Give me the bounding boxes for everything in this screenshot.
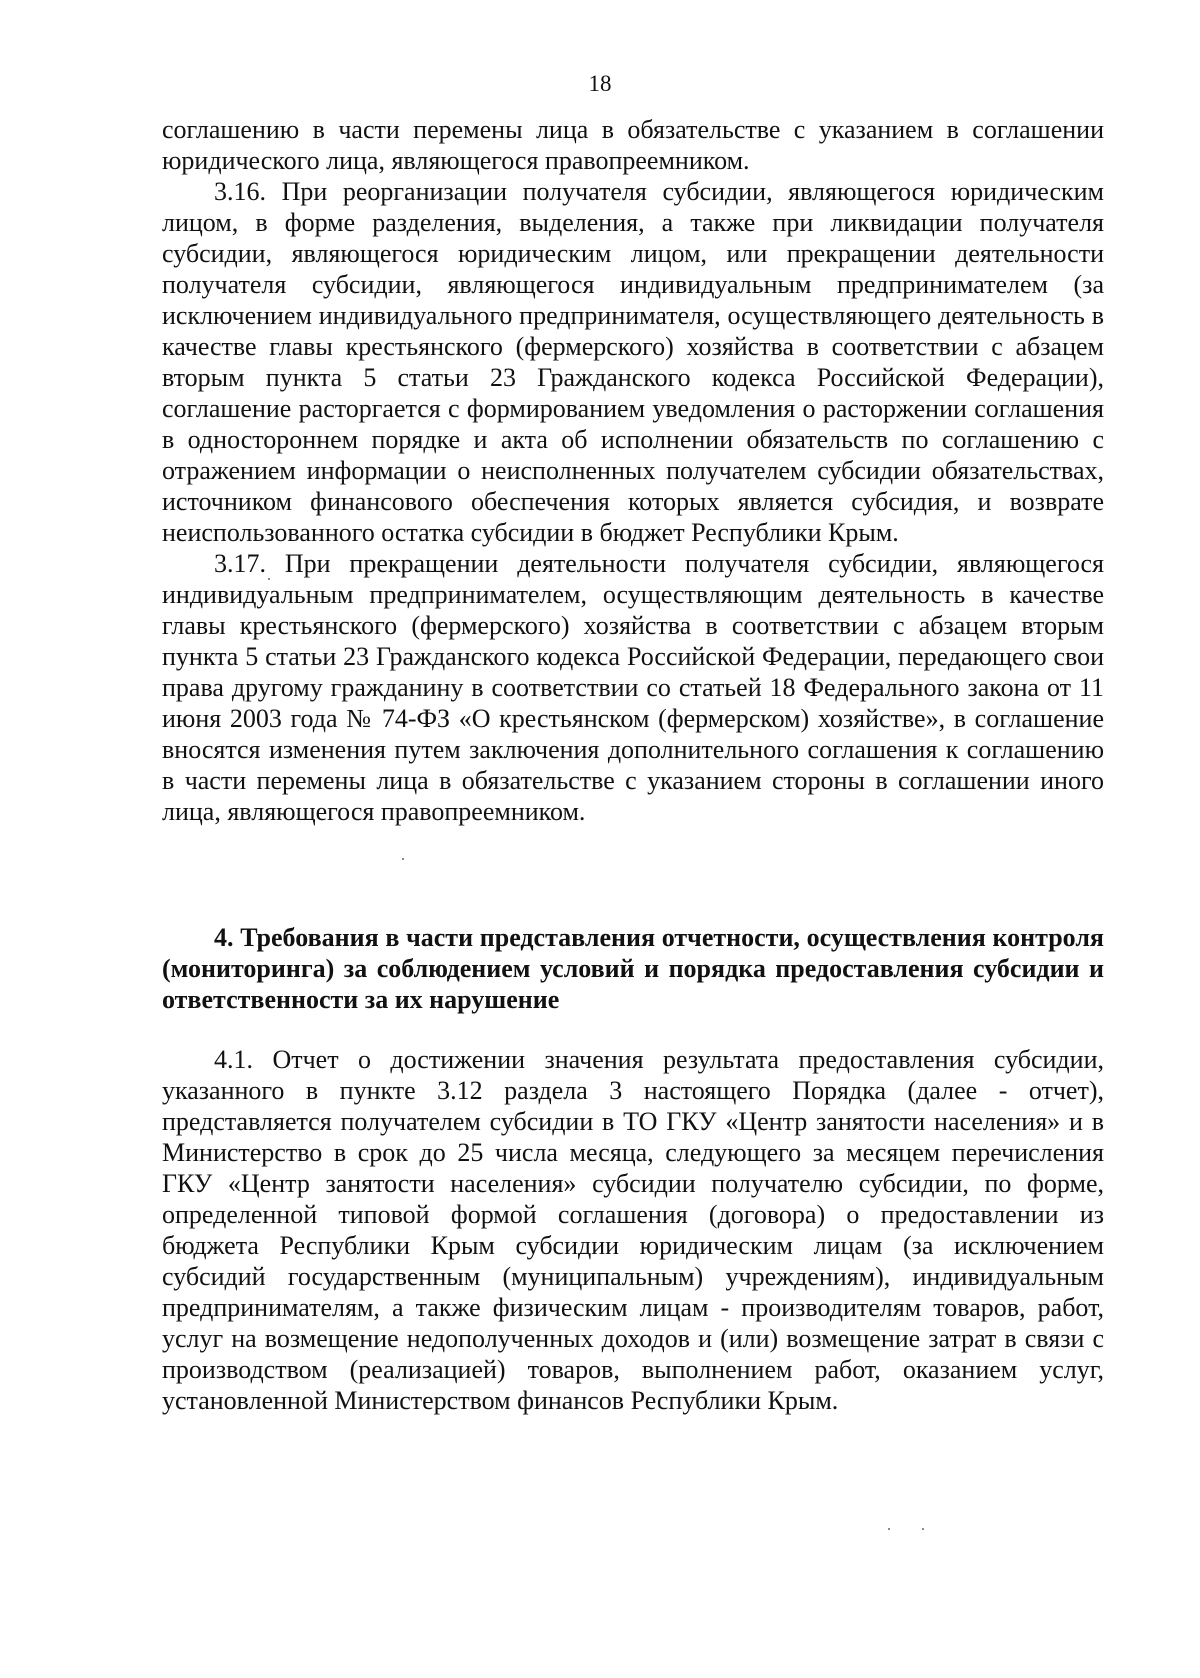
scan-speck bbox=[922, 1528, 924, 1530]
upper-text-block bbox=[162, 114, 1104, 827]
page-number: 18 bbox=[588, 71, 612, 96]
paragraph-3-16: 3.16. При реорганизации получателя субсидии, являющегося юридическим лицом, в форме разделения, выделения, а также при ликвидации получателя субсидии, являющегося юридическим лицом, или прекращении деятельности получателя субсидии, являющегося индивидуальным предпринимателем (за исключением индивидуального предпринимателя, осуществляющего деятельность в качестве главы крестьянского (фермерского) хозяйства в соответствии с абзацем вторым пункта 5 статьи 23 Гражданского кодекса Российской Федерации), соглашение расторгается с формированием уведомления о расторжении соглашения в одностороннем порядке и акта об исполнении обязательств по соглашению с отражением информации о неисполненных получателем субсидии обязательствах, источником финансового обеспечения которых является субсидия, и возврате неиспользованного остатка субсидии в бюджет Республики Крым. bbox=[162, 177, 1104, 547]
lower-text-block bbox=[162, 1044, 1104, 1416]
scan-speck bbox=[268, 578, 270, 580]
scan-speck bbox=[402, 858, 404, 860]
paragraph-3-17: 3.17. При прекращении деятельности получателя субсидии, являющегося индивидуальным предпринимателем, осуществляющим деятельность в качестве главы крестьянского (фермерского) хозяйства в соответствии с абзацем вторым пункта 5 статьи 23 Гражданского кодекса Российской Федерации, передающего свои права другому гражданину в соответствии со статьей 18 Федерального закона от 11 июня 2003 года № 74-ФЗ «О крестьянском (фермерском) хозяйстве», в соглашение вносятся изменения путем заключения дополнительного соглашения к соглашению в части перемены лица в обязательстве с указанием стороны в соглашении иного лица, являющегося правопреемником. bbox=[162, 549, 1104, 826]
scan-speck bbox=[888, 1528, 890, 1530]
paragraph-4-1: 4.1. Отчет о достижении значения результата предоставления субсидии, указанного в пункте 3.12 раздела 3 настоящего Порядка (далее - отчет), представляется получателем субсидии в ТО ГКУ «Центр занятости населения» и в Министерство в срок до 25 числа месяца, следующего за месяцем перечисления ГКУ «Центр занятости населения» субсидии получателю субсидии, по форме, определенной типовой формой соглашения (договора) о предоставлении из бюджета Республики Крым субсидии юридическим лицам (за исключением субсидий государственным (муниципальным) учреждениям), индивидуальным предпринимателям, а также физическим лицам - производителям товаров, работ, услуг на возмещение недополученных доходов и (или) возмещение затрат в связи с производством (реализацией) товаров, выполнением работ, оказанием услуг, установленной Министерством финансов Республики Крым. bbox=[162, 1045, 1104, 1415]
section-4-heading: 4. Требования в части представления отчетности, осуществления контроля (мониторинга) за соблюдением условий и порядка предоставления субсидии и ответственности за их нарушение bbox=[162, 923, 1104, 1014]
paragraph-continuation: соглашению в части перемены лица в обязательстве с указанием в соглашении юридического лица, являющегося правопреемником. bbox=[162, 115, 1104, 175]
